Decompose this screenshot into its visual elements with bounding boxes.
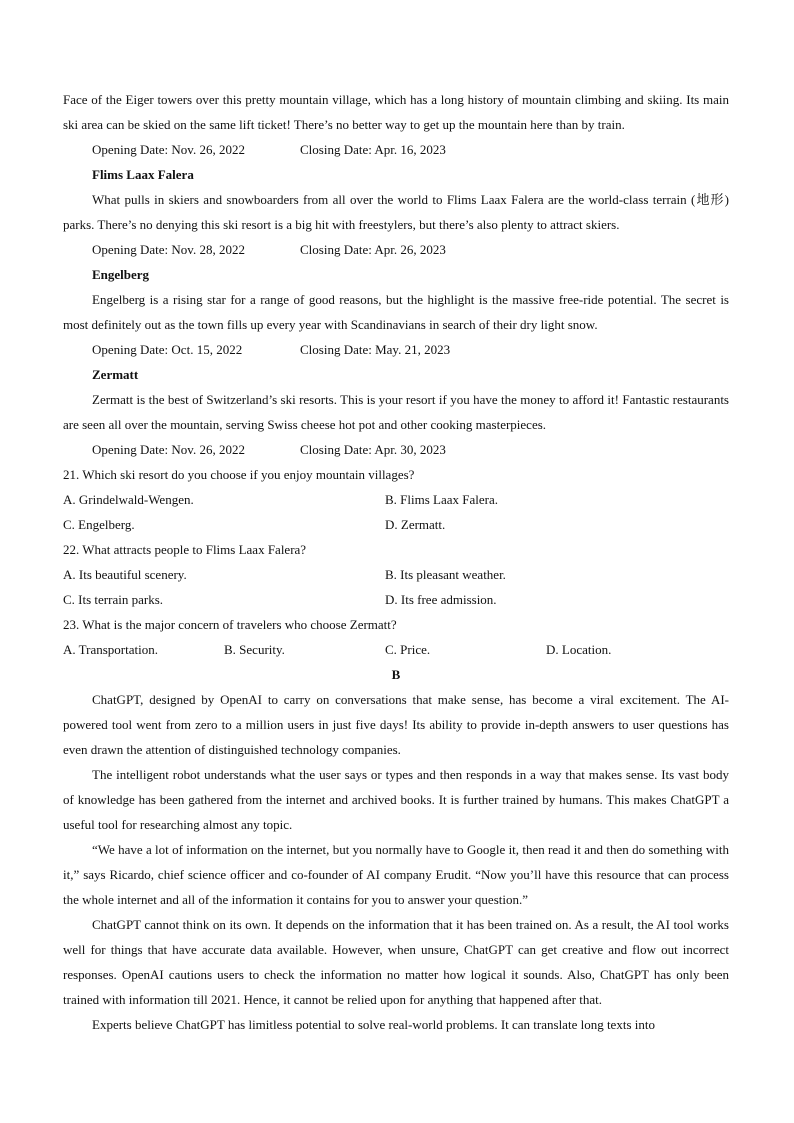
resort-heading-engelberg: Engelberg (92, 267, 150, 282)
section-title-b: B (391, 667, 401, 682)
passage-b-paragraph-4: ChatGPT cannot think on its own. It depends on the information that it has been trained on. As a result, the AI tool works well for things that have accurate data available. However, when unsure, ChatGPT can get creative and flow out incorrect responses. OpenAI cautions users to check the information no matter how logical it sounds. Also, ChatGPT has only been trained with information till 2021. Hence, it cannot be relied upon for anything that happened after that. (63, 917, 729, 1007)
opening-date: Opening Date: Nov. 28, 2022 (92, 242, 245, 257)
passage-b-paragraph-2: The intelligent robot understands what the user says or types and then responds in a way that makes sense. Its vast body of knowledge has been gathered from the internet and archived books. It is further trained by humans. This makes ChatGPT a useful tool for researching almost any topic. (63, 767, 729, 832)
grindelwald-dates (63, 137, 729, 162)
resort-heading-flims: Flims Laax Falera (92, 167, 194, 182)
option-d: D. Its free admission. (385, 592, 497, 607)
option-b: B. Flims Laax Falera. (385, 492, 499, 507)
closing-date: Closing Date: Apr. 30, 2023 (300, 442, 446, 457)
question-23: 23. What is the major concern of travelers who choose Zermatt? (63, 617, 397, 632)
engelberg-dates (63, 337, 729, 362)
option-a: A. Grindelwald-Wengen. (63, 492, 194, 507)
question-22-options-row-2 (63, 587, 729, 612)
option-d: D. Zermatt. (385, 517, 446, 532)
option-b: B. Security. (224, 642, 285, 657)
option-c: C. Its terrain parks. (63, 592, 164, 607)
passage-b-paragraph-3: “We have a lot of information on the internet, but you normally have to Google it, then read it and then do something with it,” says Ricardo, chief science officer and co-founder of AI company Erudit. “Now you’ll have this resource that can process the whole internet and all of the information it contains for you to answer your question.” (63, 842, 729, 907)
closing-date: Closing Date: May. 21, 2023 (300, 342, 451, 357)
document-page (63, 87, 729, 1037)
flims-dates (63, 237, 729, 262)
question-21-options-row-1 (63, 487, 729, 512)
closing-date: Closing Date: Apr. 16, 2023 (300, 142, 446, 157)
option-b: B. Its pleasant weather. (385, 567, 506, 582)
closing-date: Closing Date: Apr. 26, 2023 (300, 242, 446, 257)
option-a: A. Transportation. (63, 642, 158, 657)
zermatt-dates (63, 437, 729, 462)
resort-heading-zermatt: Zermatt (92, 367, 139, 382)
question-22-options-row-1 (63, 562, 729, 587)
question-21-options-row-2 (63, 512, 729, 537)
opening-date: Opening Date: Nov. 26, 2022 (92, 442, 245, 457)
zermatt-paragraph: Zermatt is the best of Switzerland’s ski resorts. This is your resort if you have the money to afford it! Fantastic restaurants are seen all over the mountain, serving Swiss cheese hot pot and other cooking masterpieces. (63, 392, 729, 432)
passage-b-paragraph-5: Experts believe ChatGPT has limitless potential to solve real-world problems. It can translate long texts into (92, 1017, 655, 1032)
engelberg-paragraph: Engelberg is a rising star for a range of good reasons, but the highlight is the massive free-ride potential. The secret is most definitely out as the town fills up every year with Scandinavians in search of their dry light snow. (63, 292, 729, 332)
question-23-options (63, 637, 729, 662)
passage-b-paragraph-1: ChatGPT, designed by OpenAI to carry on conversations that make sense, has become a viral excitement. The AI-powered tool went from zero to a million users in just five days! Its ability to provide in-depth answers to user questions has even drawn the attention of distinguished technology companies. (63, 692, 729, 757)
option-a: A. Its beautiful scenery. (63, 567, 187, 582)
option-c: C. Price. (385, 642, 431, 657)
grindelwald-paragraph: Face of the Eiger towers over this pretty mountain village, which has a long history of mountain climbing and skiing. Its main ski area can be skied on the same lift ticket! There’s no better way to get up the mountain here than by train. (63, 92, 729, 132)
option-d: D. Location. (546, 642, 612, 657)
opening-date: Opening Date: Nov. 26, 2022 (92, 142, 245, 157)
flims-paragraph: What pulls in skiers and snowboarders from all over the world to Flims Laax Falera are the world-class terrain (地形) parks. There’s no denying this ski resort is a big hit with freestylers, but there’s also plenty to attract skiers. (63, 192, 729, 232)
option-c: C. Engelberg. (63, 517, 135, 532)
opening-date: Opening Date: Oct. 15, 2022 (92, 342, 243, 357)
question-21: 21. Which ski resort do you choose if you enjoy mountain villages? (63, 467, 415, 482)
question-22: 22. What attracts people to Flims Laax Falera? (63, 542, 307, 557)
